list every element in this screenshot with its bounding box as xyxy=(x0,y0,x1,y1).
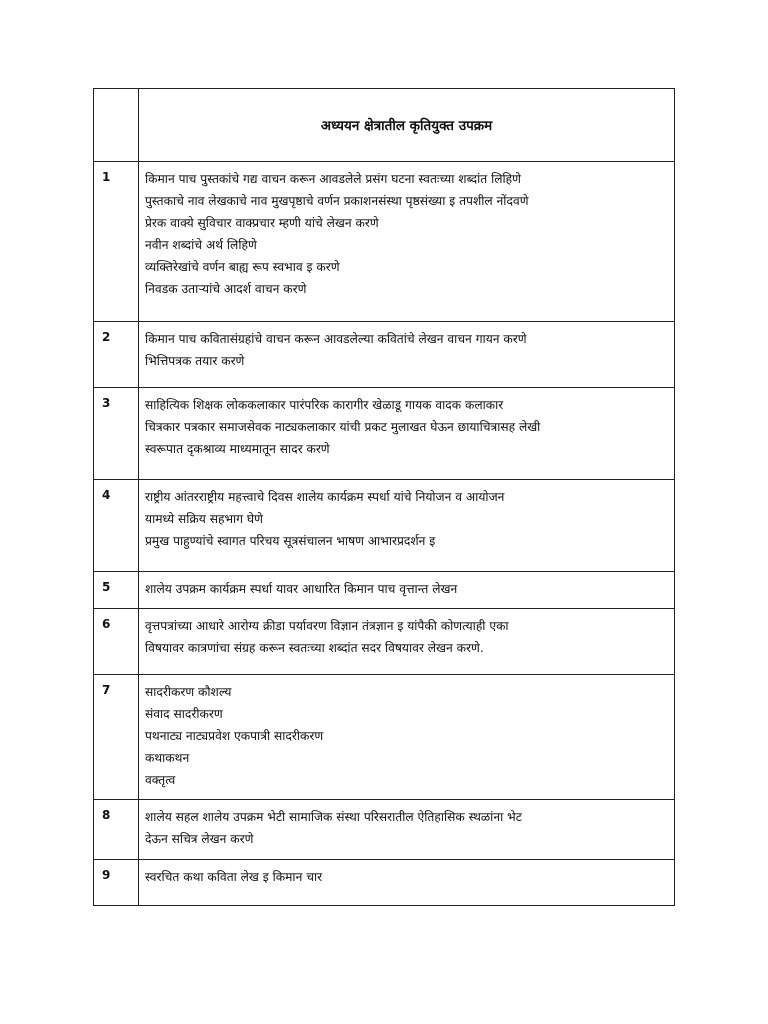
table-row xyxy=(94,572,675,609)
row-activity-text xyxy=(139,480,675,572)
activity-line: पुस्तकाचे नाव लेखकाचे नाव मुखपृष्ठाचे वर्णन प्रकाशनसंस्था पृष्ठसंख्या इ तपशील नोंदवणे xyxy=(145,194,529,208)
table-row xyxy=(94,800,675,860)
activity-table xyxy=(93,88,675,906)
activity-line: विषयावर कात्रणांचा संग्रह करून स्वतःच्या शब्दांत सदर विषयावर लेखन करणे. xyxy=(145,641,484,655)
activity-line: किमान पाच पुस्तकांचे गद्य वाचन करून आवडलेले प्रसंग घटना स्वतःच्या शब्दांत लिहिणे xyxy=(145,172,521,186)
activity-line: वृत्तपत्रांच्या आधारे आरोग्य क्रीडा पर्यावरण विज्ञान तंत्रज्ञान इ यांपैकी कोणत्याही एका xyxy=(145,619,509,633)
row-number: 1 xyxy=(94,162,139,322)
row-activity-text xyxy=(139,609,675,675)
activity-line: पथनाट्य नाट्यप्रवेश एकपात्री सादरीकरण xyxy=(145,729,324,743)
activity-line: शालेय उपक्रम कार्यक्रम स्पर्धा यावर आधारित किमान पाच वृत्तान्त लेखन xyxy=(145,582,458,596)
row-activity-text xyxy=(139,388,675,480)
activity-line: शालेय सहल शालेय उपक्रम भेटी सामाजिक संस्था परिसरातील ऐतिहासिक स्थळांना भेट xyxy=(145,810,522,824)
row-activity-text xyxy=(139,162,675,322)
activity-line: वक्तृत्व xyxy=(145,773,176,787)
row-activity-text xyxy=(139,800,675,860)
activity-line: प्रेरक वाक्ये सुविचार वाक्प्रचार म्हणी यांचे लेखन करणे xyxy=(145,216,379,230)
row-activity-text xyxy=(139,572,675,609)
table-row xyxy=(94,322,675,388)
activity-line: भित्तिपत्रक तयार करणे xyxy=(145,354,245,368)
activity-line: चित्रकार पत्रकार समाजसेवक नाट्यकलाकार यांची प्रकट मुलाखत घेऊन छायाचित्रासह लेखी xyxy=(145,420,541,434)
table-row xyxy=(94,480,675,572)
activity-line: प्रमुख पाहुण्यांचे स्वागत परिचय सूत्रसंचालन भाषण आभारप्रदर्शन इ xyxy=(145,534,436,548)
row-number: 5 xyxy=(94,572,139,609)
activity-line: निवडक उताऱ्यांचे आदर्श वाचन करणे xyxy=(145,282,307,296)
activity-line: नवीन शब्दांचे अर्थ लिहिणे xyxy=(145,238,257,252)
row-number: 3 xyxy=(94,388,139,480)
table-row xyxy=(94,609,675,675)
header-number-cell xyxy=(94,89,139,162)
row-number: 2 xyxy=(94,322,139,388)
row-number: 9 xyxy=(94,860,139,906)
table-title: अध्ययन क्षेत्रातील कृतियुक्त उपक्रम xyxy=(139,89,675,162)
activity-line: साहित्यिक शिक्षक लोककलाकार पारंपरिक कारागीर खेळाडू गायक वादक कलाकार xyxy=(145,398,504,412)
activity-line: किमान पाच कवितासंग्रहांचे वाचन करून आवडलेल्या कवितांचे लेखन वाचन गायन करणे xyxy=(145,332,527,346)
activity-line: कथाकथन xyxy=(145,751,190,765)
row-number: 4 xyxy=(94,480,139,572)
row-number: 7 xyxy=(94,675,139,800)
activity-line: संवाद सादरीकरण xyxy=(145,707,223,721)
activity-line: सादरीकरण कौशल्य xyxy=(145,685,232,699)
activity-line: स्वरूपात दृकश्राव्य माध्यमातून सादर करणे xyxy=(145,442,330,456)
row-activity-text xyxy=(139,860,675,906)
activity-line: स्वरचित कथा कविता लेख इ किमान चार xyxy=(145,870,323,884)
table-row xyxy=(94,388,675,480)
table-header-row xyxy=(94,89,675,162)
activity-line: व्यक्तिरेखांचे वर्णन बाह्य रूप स्वभाव इ करणे xyxy=(145,260,340,274)
table-row xyxy=(94,162,675,322)
table-row xyxy=(94,860,675,906)
activity-line: यामध्ये सक्रिय सहभाग घेणे xyxy=(145,512,263,526)
row-activity-text xyxy=(139,322,675,388)
activity-line: राष्ट्रीय आंतरराष्ट्रीय महत्त्वाचे दिवस शालेय कार्यक्रम स्पर्धा यांचे नियोजन व आयोजन xyxy=(145,490,505,504)
row-activity-text xyxy=(139,675,675,800)
row-number: 8 xyxy=(94,800,139,860)
row-number: 6 xyxy=(94,609,139,675)
table-row xyxy=(94,675,675,800)
activity-line: देऊन सचित्र लेखन करणे xyxy=(145,832,254,846)
